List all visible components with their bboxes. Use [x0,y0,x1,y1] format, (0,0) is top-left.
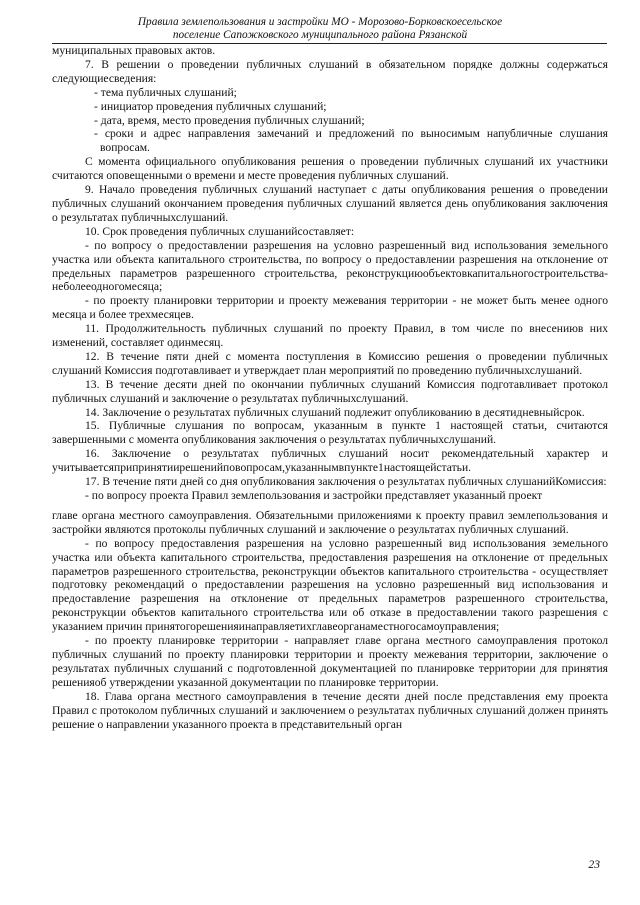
paragraph: муниципальных правовых актов. [52,44,216,57]
header-line-1: Правила землепользования и застройки МО - Морозово-Борковскоесельское [137,16,503,28]
paragraph: 9. Начало проведения публичных слушаний наступает с даты опубликования решения о проведении публичных слушаний окончанием проведения публичных слушаний является день опубликования заключения о результатах публичныхслушаний. [52,183,608,224]
paragraph: - по вопросу о предоставлении разрешения на условно разрешенный вид использования земельного участка или объекта капитального строительства, по вопросу о предоставлении разрешения на отклонение от предельных параметров разрешенного строительства, реконструкциюобъектовкапитальногостроительства-неболееодногомесяца; [52,238,608,294]
running-header [40,16,600,41]
paragraph: - по проекту планировки территории и проекту межевания территории - не может быть менее одного месяца и более трехмесяцев. [52,294,608,322]
document-body [52,44,608,731]
paragraph: - инициатор проведения публичных слушаний; [94,99,327,113]
paragraph: - дата, время, место проведения публичных слушаний; [94,113,365,127]
paragraph: - по проекту планировке территории - направляет главе органа местного самоуправления протокол публичных слушаний по проекту планировки территории и проекту межевания территории, заключение о результатах публичных слушаний с подготовленной документацией по планировке территории для принятия решенияоб утверждении указанной документации по планировке территории. [52,634,608,689]
paragraph: - по вопросу предоставления разрешения на условно разрешенный вид использования земельного участка или объекта капитального строительства, предоставления разрешения на отклонение от предельных параметров разрешенного строительства, реконструкции объектов капитального строительства - осуществляет подготовку рекомендаций о предоставлении разрешения на условно разрешенный вид использования и предоставление разрешения на отклонение от предельных параметров разрешенного строительства, реконструкции объектов капитального строительства или об отказе в предоставлении такого разрешения с указанием причин принятогорешенияинаправляетихглавеорганаместногосамоуправления; [52,536,608,634]
paragraph: 7. В решении о проведении публичных слушаний в обязательном порядке должны содержаться следующиесведения: [52,57,608,85]
paragraph: 14. Заключение о результатах публичных слушаний подлежит опубликованию в десятидневныйсрок. [85,405,585,419]
paragraph: - тема публичных слушаний; [94,85,237,99]
paragraph: главе органа местного самоуправления. Обязательными приложениями к проекту правил землепользования и застройки являются протоколы публичных слушаний и заключение о результатах публичных слушаний. [52,508,608,536]
paragraph: 18. Глава органа местного самоуправления в течение десяти дней после представления ему проекта Правил с протоколом публичных слушаний и заключением о результатах публичных слушаний должен принять решение о направлении указанного проекта в представительный орган [52,689,608,731]
paragraph: 17. В течение пяти дней со дня опубликования заключения о результатах публичных слушанийКомиссия: [85,475,607,489]
paragraph: 13. В течение десяти дней по окончании публичных слушаний Комиссия подготавливает протокол публичных слушаний и заключение о результатах публичныхслушаний. [52,377,608,405]
paragraph: С момента официального опубликования решения о проведении публичных слушаний их участники считаются оповещенными о времени и месте проведения публичных слушаний. [52,155,608,183]
page-number: 23 [588,858,600,871]
header-line-2: поселение Сапожковского муниципального района Рязанской [172,28,468,41]
paragraph: 15. Публичные слушания по вопросам, указанным в пункте 1 настоящей статьи, считаются завершенными с момента опубликования заключения о результатах публичныхслушаний. [52,419,608,447]
paragraph: 12. В течение пяти дней с момента поступления в Комиссию решения о проведении публичных слушаний Комиссия подготавливает и утверждает план мероприятий по проведению публичныхслушаний. [52,349,608,377]
paragraph: 11. Продолжительность публичных слушаний по проекту Правил, в том числе по внесениюв них изменений, составляет одинмесяц. [52,322,608,350]
paragraph: - сроки и адрес направления замечаний и предложений по выносимым напубличные слушания вопросам. [94,127,608,155]
paragraph: 16. Заключение о результатах публичных слушаний носит рекомендательный характер и учитываетсяприпринятиирешенийповопросам,указаннымвпункте1настоящейстатьи. [52,447,608,475]
paragraph: 10. Срок проведения публичных слушанийсоставляет: [85,224,355,238]
paragraph: - по вопросу проекта Правил землепользования и застройки представляет указанный проект [85,489,543,502]
